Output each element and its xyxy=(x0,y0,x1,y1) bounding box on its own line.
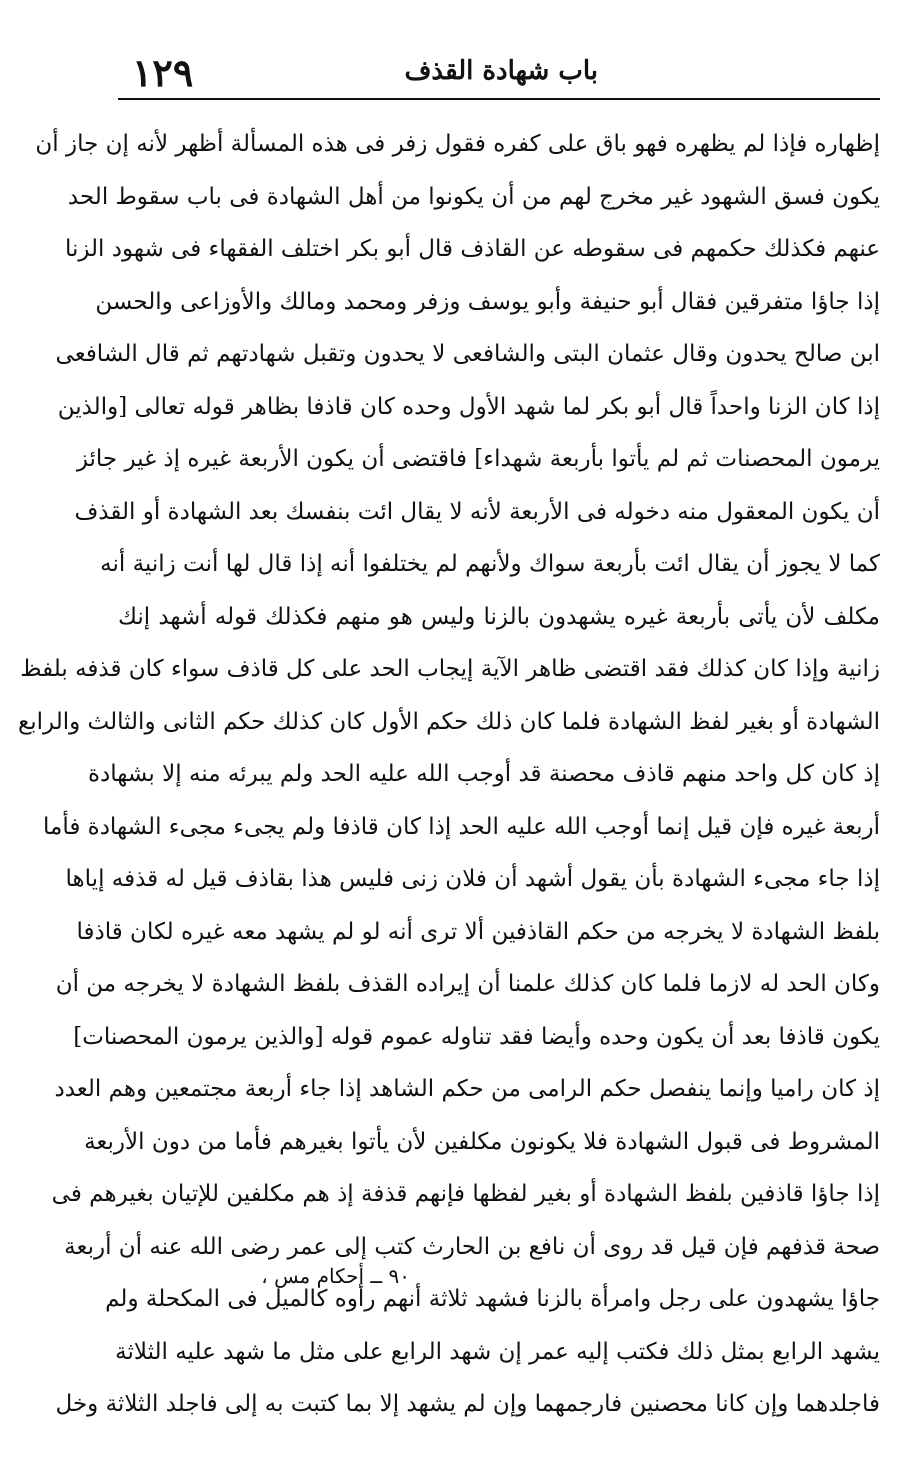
text-line: مكلف لأن يأتى بأربعة غيره يشهدون بالزنا وليس هو منهم فكذلك قوله أشهد إنك xyxy=(118,603,880,630)
text-line: إظهاره فإذا لم يظهره فهو باق على كفره فقول زفر فى هذه المسألة أظهر لأنه إن جاز أن xyxy=(35,131,880,157)
text-line: ابن صالح يحدون وقال عثمان البتى والشافعى لا يحدون وتقبل شهادتهم ثم قال الشافعى xyxy=(55,341,880,367)
text-line: الشهادة أو بغير لفظ الشهادة فلما كان ذلك حكم الأول كان كذلك حكم الثانى والثالث والرابع xyxy=(17,708,880,735)
text-line: كما لا يجوز أن يقال ائت بأربعة سواك ولأنهم لم يختلفوا أنه إذا قال لها أنت زانية أنه xyxy=(100,551,880,577)
header-rule xyxy=(118,98,880,100)
text-line: إذا جاء مجىء الشهادة بأن يقول أشهد أن فلان زنى فليس هذا بقاذف قيل له قذفه إياها xyxy=(65,866,880,892)
text-line: صحة قذفهم فإن قيل قد روى أن نافع بن الحارث كتب إلى عمر رضى الله عنه أن أربعة xyxy=(64,1233,880,1260)
text-line: إذا جاؤا قاذفين بلفظ الشهادة أو بغير لفظها فإنهم قذفة إذ هم مكلفين للإتيان بغيرهم فى xyxy=(51,1181,880,1207)
text-line: إذا كان الزنا واحداً قال أبو بكر لما شهد الأول وحده كان قاذفا بظاهر قوله تعالى [والذين xyxy=(57,393,880,420)
text-line: يكون فسق الشهود غير مخرج لهم من أن يكونوا من أهل الشهادة فى باب سقوط الحد xyxy=(67,183,880,210)
text-line: المشروط فى قبول الشهادة فلا يكونون مكلفين لأن يأتوا بغيرهم فأما من دون الأربعة xyxy=(84,1128,880,1155)
footer-signature: ٩٠ ــ أحكام مس ، xyxy=(261,1264,410,1288)
text-line: يشهد الرابع بمثل ذلك فكتب إليه عمر إن شهد الرابع على مثل ما شهد عليه الثلاثة xyxy=(115,1338,880,1365)
text-line: يرمون المحصنات ثم لم يأتوا بأربعة شهداء] فاقتضى أن يكون الأربعة غيره إذ غير جائز xyxy=(76,446,880,472)
chapter-title: باب شهادة القذف xyxy=(404,56,598,86)
text-line: أن يكون المعقول منه دخوله فى الأربعة لأنه لا يقال ائت بنفسك بعد الشهادة أو القذف xyxy=(74,498,880,525)
body-text xyxy=(17,118,880,1431)
text-line: فاجلدهما وإن كانا محصنين فارجمهما وإن لم يشهد إلا بما كتبت به إلى فاجلد الثلاثة وخل xyxy=(55,1391,880,1417)
text-line: إذ كان كل واحد منهم قاذف محصنة قد أوجب الله عليه الحد ولم يبرئه منه إلا بشهادة xyxy=(88,761,880,787)
text-line: جاؤا يشهدون على رجل وامرأة بالزنا فشهد ثلاثة أنهم رأوه كالميل فى المكحلة ولم xyxy=(105,1286,880,1312)
text-line: إذا جاؤا متفرقين فقال أبو حنيفة وأبو يوسف وزفر ومحمد ومالك والأوزاعى والحسن xyxy=(95,288,880,315)
text-line: بلفظ الشهادة لا يخرجه من حكم القاذفين ألا ترى أنه لو لم يشهد معه غيره لكان قاذفا xyxy=(76,918,880,945)
text-line: إذ كان راميا وإنما ينفصل حكم الرامى من حكم الشاهد إذا جاء أربعة مجتمعين وهم العدد xyxy=(54,1076,880,1102)
text-line: يكون قاذفا بعد أن يكون وحده وأيضا فقد تناوله عموم قوله [والذين يرمون المحصنات] xyxy=(73,1023,880,1050)
page-number: ١٢٩ xyxy=(132,50,194,95)
text-line: زانية وإذا كان كذلك فقد اقتضى ظاهر الآية إيجاب الحد على كل قاذف سواء كان قذفه بلفظ xyxy=(20,656,880,682)
text-line: وكان الحد له لازما فلما كان كذلك علمنا أن إيراده القذف بلفظ الشهادة لا يخرجه من أن xyxy=(55,971,880,997)
text-line: عنهم فكذلك حكمهم فى سقوطه عن القاذف قال أبو بكر اختلف الفقهاء فى شهود الزنا xyxy=(64,236,880,262)
text-line: أربعة غيره فإن قيل إنما أوجب الله عليه الحد إذا كان قاذفا ولم يجىء مجىء الشهادة فأما xyxy=(43,813,880,840)
page-header xyxy=(118,50,878,98)
